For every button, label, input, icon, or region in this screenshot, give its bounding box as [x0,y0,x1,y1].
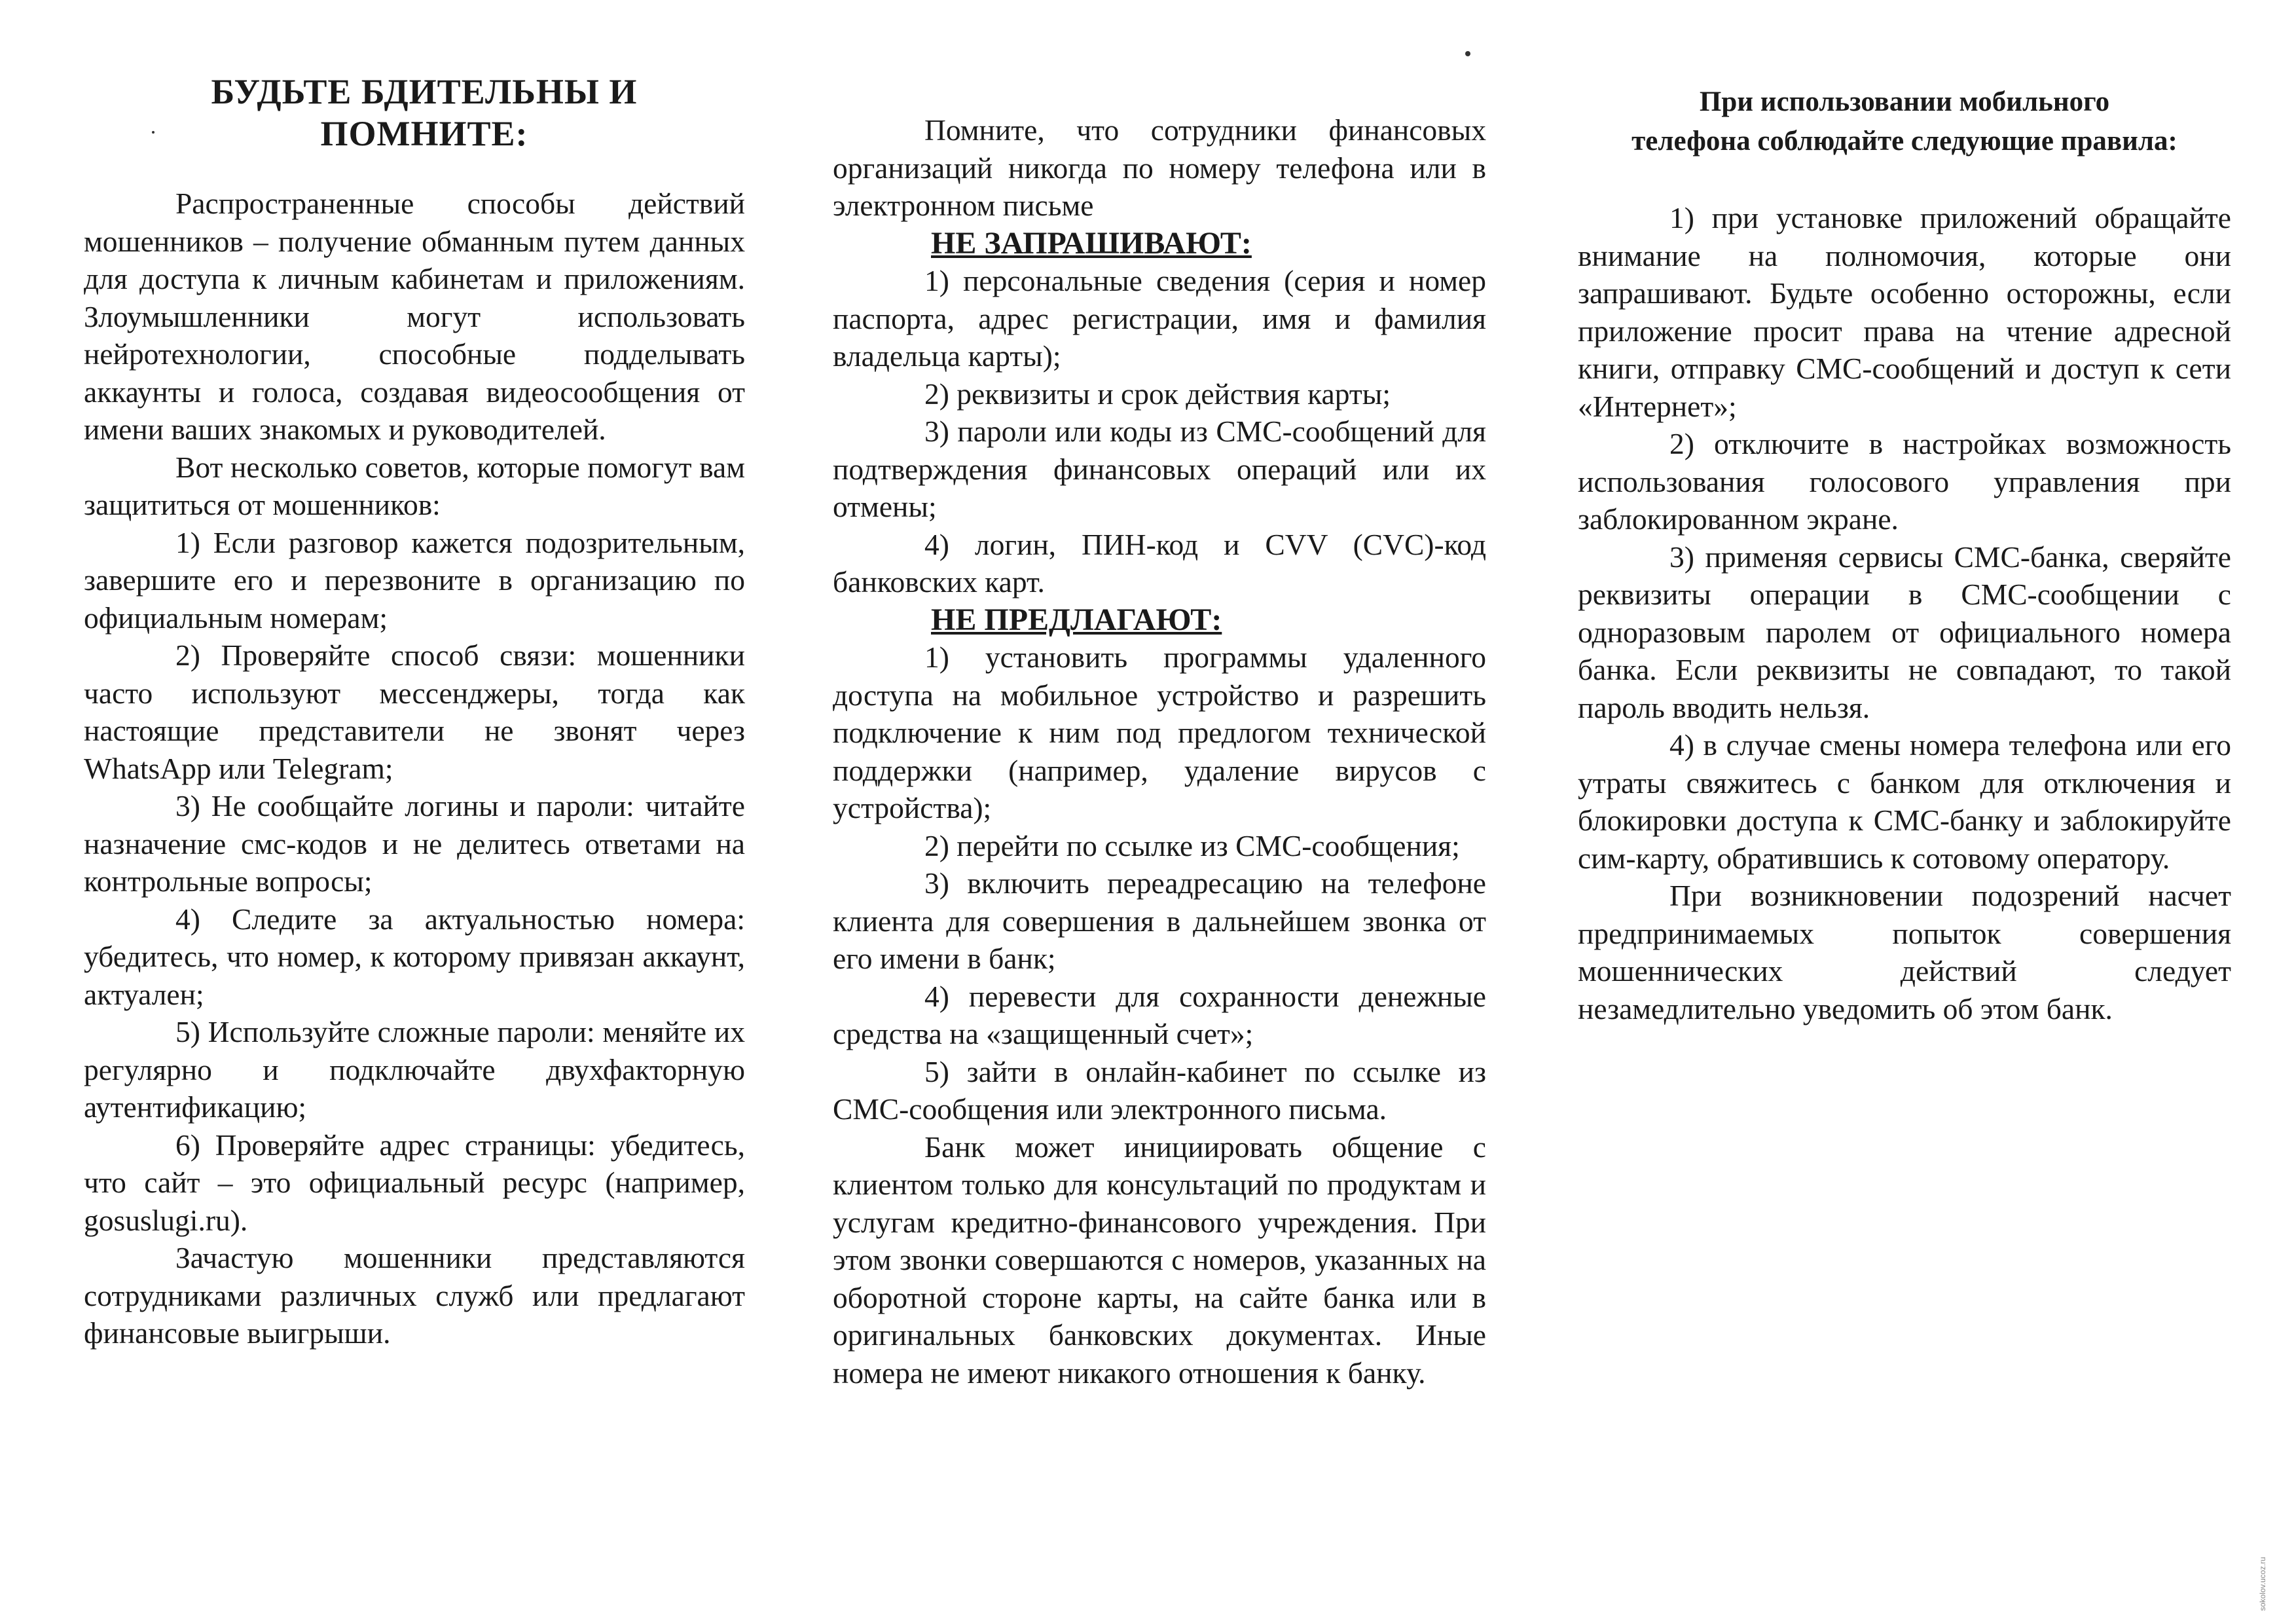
right-closing: При возникновении подозрений насчет предпринимаемых попыток совершения мошеннических действий следует незамедлительно уведомить об этом банк. [1578,879,2231,1025]
left-paragraph-closing: Зачастую мошенники представляются сотрудниками различных служб или предлагают финансовые выигрыши. [84,1241,745,1350]
left-column [84,71,745,1352]
middle-closing: Банк может инициировать общение с клиентом только для консультаций по продуктам и услугам кредитно-финансового учреждения. При этом звонки совершаются с номеров, указанных на оборотной стороне карты, на сайте банка или в оригинальных банковских документах. Иные номера не имеют никакого отношения к банку. [833,1130,1486,1390]
right-title-line1: При использовании мобильного [1699,86,2110,117]
middle-intro: Помните, что сотрудники финансовых организаций никогда по номеру телефона или в электронном письме [833,113,1486,222]
right-column [1578,83,2231,1027]
heading-not-request: НЕ ЗАПРАШИВАЮТ: [931,225,1252,261]
left-tip-6: 6) Проверяйте адрес страницы: убедитесь, что сайт – это официальный ресурс (например, gosuslugi.ru). [84,1128,745,1237]
scan-speck [152,131,155,134]
not-offer-item-5: 5) зайти в онлайн-кабинет по ссылке из СМС-сообщения или электронного письма. [833,1054,1486,1126]
not-request-item-4: 4) логин, ПИН-код и CVV (CVC)-код банковских карт. [833,527,1486,599]
right-title [1578,83,2231,161]
left-tip-3: 3) Не сообщайте логины и пароли: читайте назначение смс-кодов и не делитесь ответами на контрольные вопросы; [84,789,745,898]
left-title [84,71,745,155]
left-tip-5: 5) Используйте сложные пароли: меняйте их регулярно и подключайте двухфакторную аутентификацию; [84,1015,745,1124]
heading-not-offer: НЕ ПРЕДЛАГАЮТ: [931,602,1222,637]
left-title-line1: БУДЬТЕ БДИТЕЛЬНЫ И [211,72,638,111]
right-rule-1: 1) при установке приложений обращайте внимание на полномочия, которые они запрашивают. Будьте особенно осторожны, если приложение просит права на чтение адресной книги, отправку СМС-сообщений и доступ к сети «Интернет»; [1578,201,2231,423]
not-offer-item-1: 1) установить программы удаленного доступа на мобильное устройство и разрешить подключение к ним под предлогом технической поддержки (например, удаление вирусов с устройства); [833,640,1486,824]
left-title-line2: ПОМНИТЕ: [320,114,528,153]
right-rule-4: 4) в случае смены номера телефона или его утраты свяжитесь с банком для отключения и блокировки доступа к СМС-банку и заблокируйте сим-карту, обратившись к сотовому оператору. [1578,728,2231,875]
not-request-item-2: 2) реквизиты и срок действия карты; [924,377,1391,411]
not-request-item-3: 3) пароли или коды из СМС-сообщений для подтверждения финансовых операций или их отмены; [833,415,1486,523]
middle-column [833,111,1486,1392]
right-title-line2: телефона соблюдайте следующие правила: [1631,126,2178,157]
not-request-item-1: 1) персональные сведения (серия и номер паспорта, адрес регистрации, имя и фамилия владельца карты); [833,264,1486,373]
not-offer-item-2: 2) перейти по ссылке из СМС-сообщения; [924,828,1460,862]
right-rule-2: 2) отключите в настройках возможность использования голосового управления при заблокированном экране. [1578,427,2231,536]
right-rule-3: 3) применяя сервисы СМС-банка, сверяйте реквизиты операции в СМС-сообщении с одноразовым паролем от официального номера банка. Если реквизиты не совпадают, то такой пароль вводить нельзя. [1578,540,2231,724]
left-paragraph-tips-intro: Вот несколько советов, которые помогут вам защититься от мошенников: [84,450,745,521]
not-offer-item-4: 4) перевести для сохранности денежные средства на «защищенный счет»; [833,979,1486,1050]
left-tip-1: 1) Если разговор кажется подозрительным, завершите его и перезвоните в организацию по официальным номерам; [84,525,745,635]
scan-speck [1465,51,1470,56]
left-tip-4: 4) Следите за актуальностью номера: убедитесь, что номер, к которому привязан аккаунт, актуален; [84,902,745,1011]
left-paragraph-intro: Распространенные способы действий мошенников – получение обманным путем данных для доступа к личным кабинетам и приложениям. Злоумышленники могут использовать нейротехнологии, способные подделывать аккаунты и голоса, создавая видеосообщения от имени ваших знакомых и руководителей. [84,187,745,446]
left-tip-2: 2) Проверяйте способ связи: мошенники часто используют мессенджеры, тогда как настоящие представители не звонят через WhatsApp или Telegram; [84,638,745,785]
watermark: sokolov.ucoz.ru [2258,1557,2267,1611]
not-offer-item-3: 3) включить переадресацию на телефоне клиента для совершения в дальнейшем звонка от его имени в банк; [833,866,1486,975]
